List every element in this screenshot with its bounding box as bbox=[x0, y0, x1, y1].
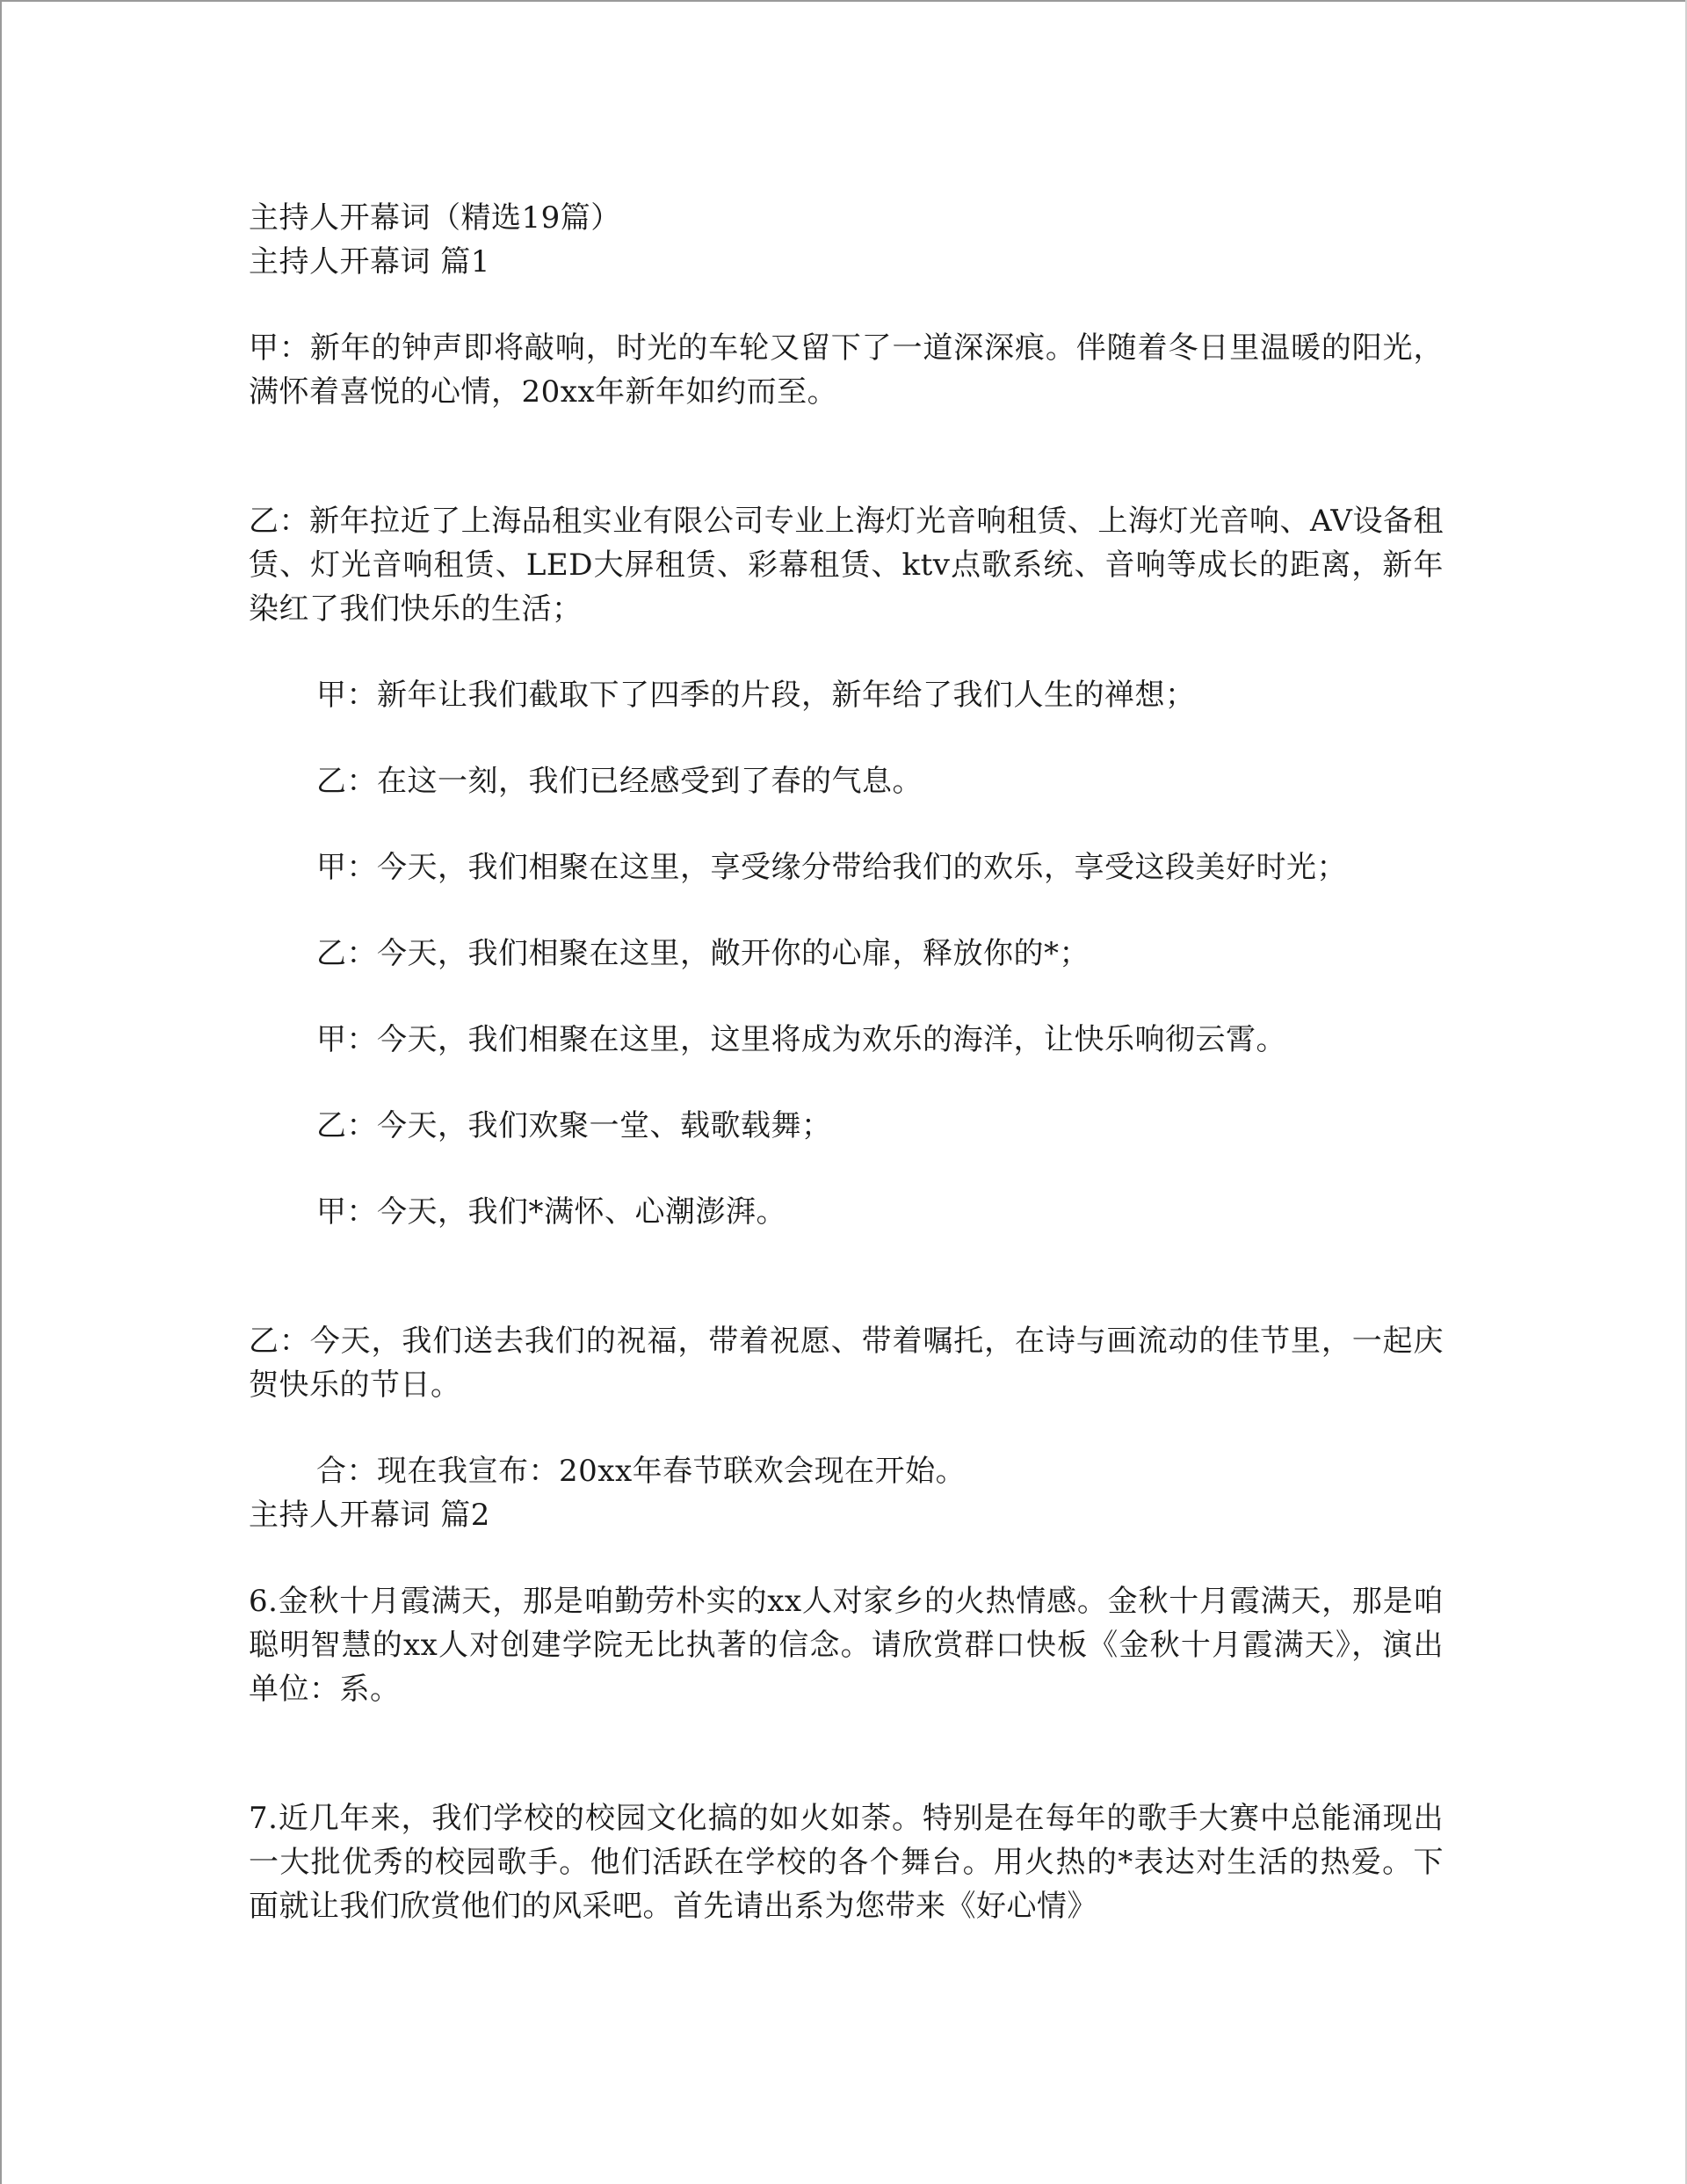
paragraph: 甲：新年的钟声即将敲响，时光的车轮又留下了一道深深痕。伴随着冬日里温暖的阳光，满怀着喜悦的心情，20xx年新年如约而至。 bbox=[249, 330, 1444, 410]
dialogue-line: 乙：今天，我们欢聚一堂、载歌载舞； bbox=[316, 1108, 832, 1143]
finale-line: 合：现在我宣布：20xx年春节联欢会现在开始。 bbox=[316, 1454, 967, 1489]
dialogue-line: 乙：在这一刻，我们已经感受到了春的气息。 bbox=[316, 764, 923, 799]
document-title: 主持人开幕词（精选19篇） bbox=[249, 200, 621, 236]
dialogue-line: 甲：今天，我们相聚在这里，这里将成为欢乐的海洋，让快乐响彻云霄。 bbox=[316, 1022, 1286, 1057]
paragraph: 乙：新年拉近了上海品租实业有限公司专业上海灯光音响租赁、上海灯光音响、AV设备租赁、灯光音响租赁、LED大屏租赁、彩幕租赁、ktv点歌系统、音响等成长的距离，新年染红了我们快乐的生活； bbox=[249, 504, 1444, 627]
section-heading-1: 主持人开幕词 篇1 bbox=[249, 244, 490, 279]
paragraph: 乙：今天，我们送去我们的祝福，带着祝愿、带着嘱托，在诗与画流动的佳节里，一起庆贺快乐的节日。 bbox=[249, 1324, 1444, 1403]
dialogue-line: 乙：今天，我们相聚在这里，敞开你的心扉，释放你的*； bbox=[316, 936, 1090, 971]
page-border-top bbox=[0, 0, 1687, 2]
paragraph: 6.金秋十月霞满天，那是咱勤劳朴实的xx人对家乡的火热情感。金秋十月霞满天，那是咱聪明智慧的xx人对创建学院无比执著的信念。请欣赏群口快板《金秋十月霞满天》，演出单位：系。 bbox=[249, 1584, 1444, 1707]
paragraph: 7.近几年来，我们学校的校园文化搞的如火如荼。特别是在每年的歌手大赛中总能涌现出一大批优秀的校园歌手。他们活跃在学校的各个舞台。用火热的*表达对生活的热爱。下面就让我们欣赏他们的风采吧。首先请出系为您带来《好心情》 bbox=[249, 1801, 1444, 1924]
section-heading-2: 主持人开幕词 篇2 bbox=[249, 1498, 490, 1533]
dialogue-line: 甲：今天，我们*满怀、心潮澎湃。 bbox=[316, 1194, 786, 1230]
dialogue-line: 甲：今天，我们相聚在这里，享受缘分带给我们的欢乐，享受这段美好时光； bbox=[316, 850, 1347, 885]
page-border-left bbox=[0, 0, 2, 2184]
document-body bbox=[249, 196, 1444, 1928]
dialogue-line: 甲：新年让我们截取下了四季的片段，新年给了我们人生的禅想； bbox=[316, 678, 1196, 713]
